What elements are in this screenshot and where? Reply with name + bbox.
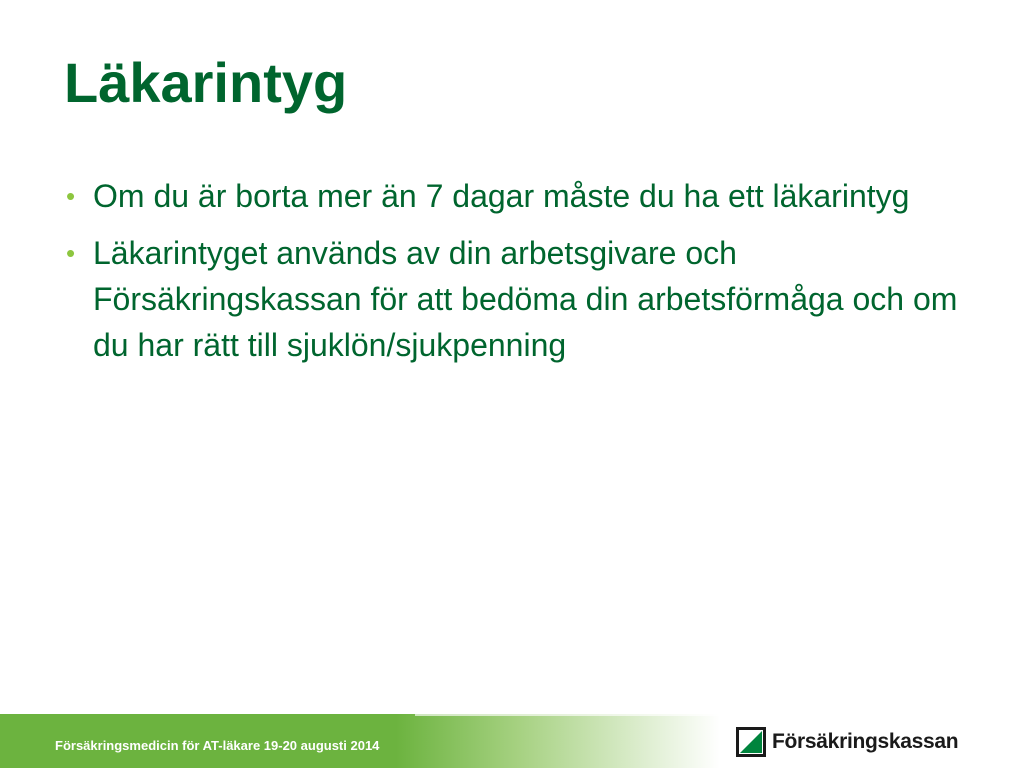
footer-divider: [415, 714, 720, 716]
bullet-text: Om du är borta mer än 7 dagar måste du ha ett läkarintyg: [93, 178, 910, 214]
logo: [736, 724, 958, 760]
bullet-list: [64, 173, 964, 379]
footer-text: Försäkringsmedicin för AT-läkare 19-20 augusti 2014: [55, 738, 380, 753]
bullet-item: [64, 230, 964, 368]
logo-text: Försäkringskassan: [772, 730, 959, 753]
bullet-dot-icon: •: [66, 238, 76, 268]
bullet-dot-icon: •: [66, 181, 76, 211]
bullet-item: [64, 173, 964, 219]
bullet-text: Läkarintyget används av din arbetsgivare och Försäkringskassan för att bedöma din arbetsförmåga och om du har rätt till sjuklön/sjukpenning: [93, 235, 958, 363]
forsakringskassan-logo-icon: [736, 727, 766, 757]
slide-title: Läkarintyg: [64, 51, 348, 114]
